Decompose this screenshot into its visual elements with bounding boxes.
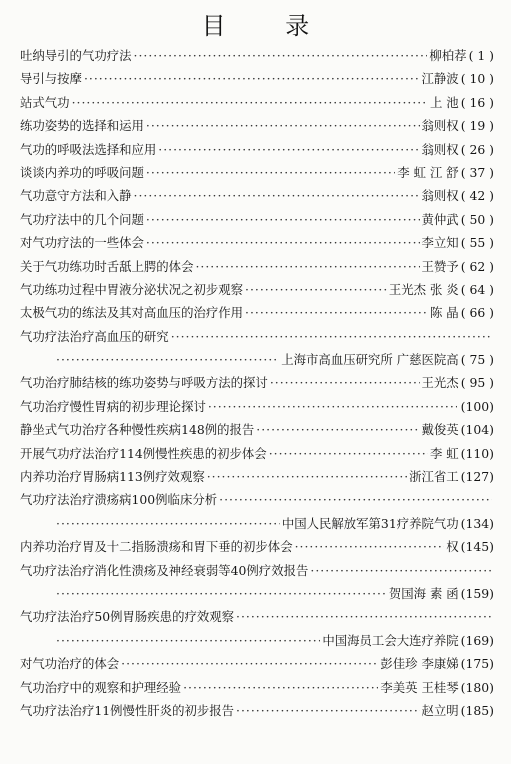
dot-leader [310, 559, 492, 582]
toc-entry-author: 李美英 王桂琴 [380, 679, 459, 695]
toc-entry-title: 气功练功过程中胃液分泌状况之初步观察 [20, 281, 244, 297]
toc-entry [20, 348, 494, 371]
toc-entry-author: 王光杰 张 炎 [388, 281, 459, 297]
dot-leader [195, 255, 419, 278]
toc-entry-title: 气功治疗慢性胃病的初步理论探讨 [20, 398, 206, 414]
toc-entry-title: 吐纳导引的气功疗法 [20, 48, 132, 63]
toc-entry-title: 气功疗法治疗50例胃肠疾患的疗效观察 [20, 609, 235, 625]
toc-entry [20, 395, 494, 418]
toc-entry [20, 559, 494, 582]
toc-entry-page: ( 64 ) [460, 281, 494, 297]
toc-entry-author: 翁则权 [421, 141, 459, 157]
toc-entry-page: (175) [460, 656, 494, 672]
toc-entry-author: 权 [446, 539, 459, 555]
dot-leader [269, 442, 428, 465]
toc-entry-author: 柳柏荐 [429, 48, 467, 63]
toc-entry-page: ( 55 ) [460, 235, 494, 251]
toc-entry-title: 气功疗法治疗高血压的研究 [20, 328, 169, 344]
dot-leader [245, 278, 387, 301]
toc-entry [20, 488, 494, 511]
toc-entry-page: ( 37 ) [460, 164, 494, 180]
toc-entry [20, 605, 494, 628]
toc-list [20, 44, 494, 722]
dot-leader [183, 676, 378, 699]
toc-entry-title: 气功治疗肺结核的练功姿势与呼吸方法的探讨 [20, 375, 268, 391]
toc-entry-page: ( 50 ) [460, 211, 494, 227]
toc-entry-page: (180) [460, 679, 494, 695]
toc-entry-title: 练功姿势的选择和运用 [20, 118, 144, 134]
toc-entry-page: (110) [460, 445, 494, 461]
toc-entry [20, 512, 494, 535]
toc-entry-title: 气功疗法中的几个问题 [20, 211, 144, 227]
toc-entry-author: 陈 晶 [429, 305, 459, 321]
toc-entry-author: 王光杰 [421, 375, 459, 391]
toc-entry-page: (100) [460, 398, 494, 414]
toc-entry-title: 气功疗法治疗溃疡病100例临床分析 [20, 492, 218, 508]
toc-entry-author: 上 池 [429, 94, 459, 110]
toc-entry [20, 301, 494, 324]
dot-leader [134, 184, 420, 207]
dot-leader [56, 582, 387, 605]
toc-entry-title: 内养功治疗胃及十二指肠溃疡和胃下垂的初步体会 [20, 539, 293, 555]
toc-entry-author: 戴俊英 [421, 422, 459, 438]
toc-entry-author: 黄仲武 [421, 211, 459, 227]
toc-entry-page: (169) [460, 632, 494, 648]
toc-entry-title: 气功疗法治疗11例慢性肝炎的初步报告 [20, 702, 235, 718]
toc-entry [20, 699, 494, 722]
toc-entry-page: ( 66 ) [460, 305, 494, 321]
toc-entry [20, 67, 494, 90]
toc-entry-page: (104) [460, 422, 494, 438]
toc-entry [20, 465, 494, 488]
dot-leader [146, 114, 420, 137]
toc-entry-title: 导引与按摩 [20, 71, 82, 87]
dot-leader [146, 208, 420, 231]
dot-leader [236, 605, 492, 628]
toc-entry-page: ( 16 ) [460, 94, 494, 110]
toc-entry [20, 91, 494, 114]
dot-leader [56, 512, 280, 535]
toc-entry-title: 静坐式气功治疗各种慢性疾病148例的报告 [20, 422, 255, 438]
toc-entry-author: 李立知 [421, 235, 459, 251]
toc-entry [20, 114, 494, 137]
toc-entry [20, 676, 494, 699]
dot-leader [158, 138, 419, 161]
toc-entry-title: 谈谈内养功的呼吸问题 [20, 164, 144, 180]
toc-entry-page: (185) [460, 702, 494, 718]
toc-entry-page: ( 1 ) [468, 48, 494, 63]
dot-leader [146, 231, 420, 254]
toc-entry-title: 内养功治疗胃肠病113例疗效观察 [20, 469, 205, 485]
toc-entry [20, 255, 494, 278]
toc-entry-title: 气功治疗中的观察和护理经验 [20, 679, 182, 695]
toc-entry [20, 629, 494, 652]
dot-leader [219, 488, 492, 511]
toc-entry-page: ( 19 ) [460, 118, 494, 134]
toc-entry-title: 对气功治疗的体会 [20, 656, 120, 672]
dot-leader [56, 629, 320, 652]
toc-entry [20, 325, 494, 348]
toc-entry-author: 上海市高血压研究所 广慈医院高 [281, 352, 459, 368]
toc-entry-author: 翁则权 [421, 188, 459, 204]
dot-leader [134, 44, 428, 67]
toc-entry [20, 208, 494, 231]
dot-leader [72, 91, 428, 114]
toc-entry [20, 535, 494, 558]
dot-leader [56, 348, 279, 371]
toc-entry [20, 231, 494, 254]
toc-entry-page: (127) [460, 469, 494, 485]
dot-leader [245, 301, 428, 324]
dot-leader [207, 465, 407, 488]
toc-entry-page: (134) [460, 515, 494, 531]
toc-entry-author: 李 虹 江 舒 [397, 164, 459, 180]
page-title: 目 录 [201, 12, 336, 40]
toc-entry [20, 418, 494, 441]
toc-entry-author: 赵立明 [421, 702, 459, 718]
toc-entry-page: ( 26 ) [460, 141, 494, 157]
dot-leader [208, 395, 457, 418]
dot-leader [270, 371, 420, 394]
toc-entry-page: ( 62 ) [460, 258, 494, 274]
toc-entry [20, 278, 494, 301]
dot-leader [256, 418, 419, 441]
toc-entry [20, 138, 494, 161]
toc-entry-page: (159) [460, 585, 494, 601]
toc-entry-title: 气功疗法治疗消化性溃疡及神经衰弱等40例疗效报告 [20, 562, 309, 578]
toc-entry-title: 关于气功练功时舌舐上腭的体会 [20, 258, 194, 274]
toc-entry-author: 翁则权 [421, 118, 459, 134]
dot-leader [236, 699, 419, 722]
dot-leader [146, 161, 395, 184]
toc-entry-page: (145) [460, 539, 494, 555]
dot-leader [121, 652, 378, 675]
toc-entry-author: 王赞予 [421, 258, 459, 274]
toc-entry-author: 贺国海 素 函 [388, 585, 459, 601]
toc-entry-author: 李 虹 [429, 445, 459, 461]
toc-entry-page: ( 75 ) [460, 352, 494, 368]
toc-entry [20, 442, 494, 465]
toc-entry [20, 582, 494, 605]
toc-entry [20, 44, 494, 67]
toc-entry [20, 184, 494, 207]
toc-entry-author: 浙江省工 [409, 469, 459, 485]
toc-entry-author: 中国海员工会大连疗养院 [322, 632, 459, 648]
toc-entry-title: 对气功疗法的一些体会 [20, 235, 144, 251]
toc-entry-page: ( 42 ) [460, 188, 494, 204]
toc-entry-author: 彭佳珍 李康娣 [380, 656, 459, 672]
toc-entry-title: 太极气功的练法及其对高血压的治疗作用 [20, 305, 244, 321]
toc-entry [20, 161, 494, 184]
toc-entry-title: 开展气功疗法治疗114例慢性疾患的初步体会 [20, 445, 267, 461]
toc-entry-title: 气功的呼吸法选择和应用 [20, 141, 157, 157]
toc-entry-page: ( 95 ) [460, 375, 494, 391]
toc-entry-title: 站式气功 [20, 94, 70, 110]
toc-entry-author: 中国人民解放军第31疗养院气功 [281, 515, 459, 531]
dot-leader [295, 535, 445, 558]
dot-leader [171, 325, 492, 348]
toc-entry-title: 气功意守方法和入静 [20, 188, 132, 204]
toc-entry-author: 江静波 [421, 71, 459, 87]
dot-leader [84, 67, 420, 90]
toc-entry-page: ( 10 ) [460, 71, 494, 87]
toc-entry [20, 371, 494, 394]
toc-entry [20, 652, 494, 675]
